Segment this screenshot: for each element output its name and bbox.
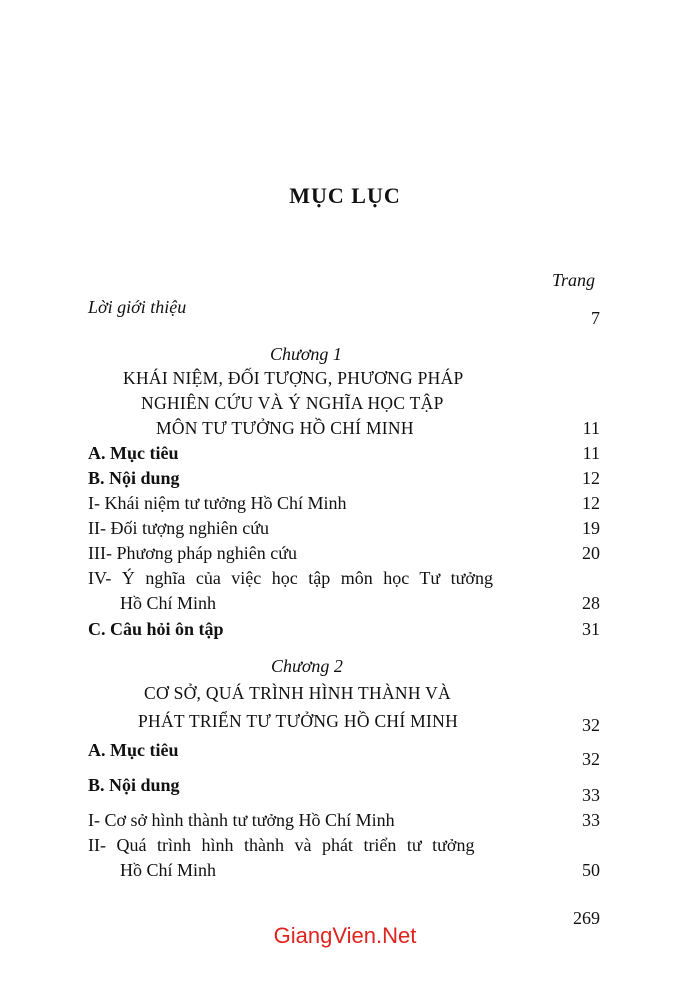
toc-entry-c1-c: C. Câu hỏi ôn tập	[88, 619, 224, 639]
toc-entry-c2-i: I- Cơ sở hình thành tư tưởng Hồ Chí Minh	[88, 810, 395, 830]
toc-entry-c1-i: I- Khái niệm tư tưởng Hồ Chí Minh	[88, 493, 347, 513]
chapter-1-title-line-3: MÔN TƯ TƯỞNG HỒ CHÍ MINH	[156, 418, 414, 438]
toc-entry-c1-iv-line-2: Hồ Chí Minh	[120, 593, 217, 613]
toc-page-c1-a: 11	[582, 443, 600, 463]
page-column-label: Trang	[552, 270, 596, 290]
toc-entry-preface: Lời giới thiệu	[88, 297, 187, 317]
toc-entry-c2-ii-line-1: II- Quá trình hình thành và phát triển tư tưởng	[88, 835, 475, 855]
toc-page-c1-iv: 28	[582, 593, 600, 613]
toc-entry-c1-b: B. Nội dung	[88, 468, 180, 488]
toc-entry-c2-a: A. Mục tiêu	[88, 740, 179, 760]
chapter-1-label: Chương 1	[270, 344, 342, 364]
toc-entry-c2-ii-line-2: Hồ Chí Minh	[120, 860, 217, 880]
chapter-1-title-line-1: KHÁI NIỆM, ĐỐI TƯỢNG, PHƯƠNG PHÁP	[123, 368, 464, 388]
page-number: 269	[573, 908, 600, 928]
page-title: MỤC LỤC	[289, 183, 401, 208]
watermark: GiangVien.Net	[273, 923, 417, 948]
toc-entry-c1-a: A. Mục tiêu	[88, 443, 179, 463]
chapter-2-title-line-2: PHÁT TRIỂN TƯ TƯỞNG HỒ CHÍ MINH	[138, 711, 459, 731]
toc-page-preface: 7	[591, 308, 600, 328]
toc-page-c1-b: 12	[582, 468, 600, 488]
toc-page-c1-c: 31	[582, 619, 600, 639]
toc-entry-c1-ii: II- Đối tượng nghiên cứu	[88, 518, 269, 538]
toc-page-chapter-2: 32	[582, 715, 600, 735]
toc-page-c2-ii: 50	[582, 860, 600, 880]
toc-page-c2-i: 33	[582, 810, 600, 830]
toc-page-c1-ii: 19	[582, 518, 600, 538]
chapter-2-label: Chương 2	[271, 656, 343, 676]
toc-page-c2-b: 33	[582, 785, 600, 805]
toc-page-chapter-1: 11	[582, 418, 600, 438]
toc-page-c1-i: 12	[582, 493, 600, 513]
toc-entry-c1-iv-line-1: IV- Ý nghĩa của việc học tập môn học Tư tưởng	[88, 568, 493, 588]
toc-entry-c2-b: B. Nội dung	[88, 775, 180, 795]
chapter-2-title-line-1: CƠ SỞ, QUÁ TRÌNH HÌNH THÀNH VÀ	[144, 683, 451, 703]
toc-page-c2-a: 32	[582, 749, 600, 769]
toc-page-c1-iii: 20	[582, 543, 600, 563]
toc-entry-c1-iii: III- Phương pháp nghiên cứu	[88, 543, 297, 563]
chapter-1-title-line-2: NGHIÊN CỨU VÀ Ý NGHĨA HỌC TẬP	[141, 393, 444, 413]
